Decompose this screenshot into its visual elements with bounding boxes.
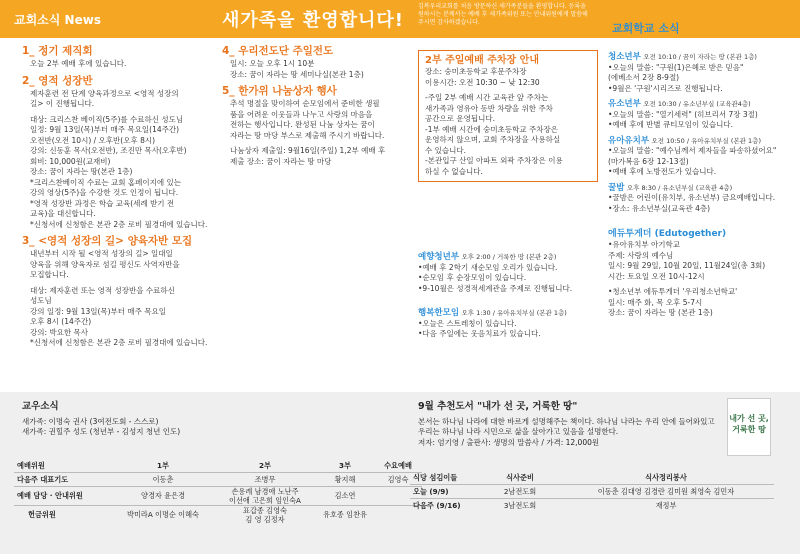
news-label: 교회소식 News — [14, 13, 101, 27]
preschool-title: 유아유치부 — [608, 135, 650, 146]
kids-body: •오늘의 말씀: "열기세력" (히브리서 7장 3절) •예배 후에 반별 큐티모임이 있습니다. — [608, 109, 758, 129]
parking-box — [418, 50, 598, 182]
table-row — [410, 471, 774, 485]
table-cell: 2남전도회 — [482, 485, 558, 499]
section-body: 내년부터 시작 될 <영적 성장의 길> 일대일 양육을 위해 양육자로 섬길 평신도 사역자반을 모집합니다. — [30, 249, 180, 279]
table-cell: 헌금위원 — [28, 510, 56, 519]
table-cell: 김소연 — [316, 487, 374, 506]
welcome-note: 김복우리교회를 처음 방문하신 새가족분들을 환영합니다. 등록을 원하시는 분께서는 예배 후 새가족위원 또는 안내위원에게 말씀해 주시면 감사하겠습니다. — [418, 3, 588, 26]
meal-service-table — [410, 471, 774, 512]
friday-body: •꿀밤은 어린이(유치부, 유소년부) 금요예배입니다. •장소: 유소년부실(교육관 4층) — [608, 193, 776, 213]
table-header: 식사준비 — [482, 471, 558, 485]
youth-meta: 오후 2:00 / 거룩한 땅 (본관 2층) — [461, 253, 557, 261]
table-cell: 황지해 — [316, 473, 374, 487]
usher-label: 안내위원 — [55, 491, 83, 500]
parking-notes: -주일 2부 예배 시간 교육관 앞 주차는 새가족과 영유아 동반 차량을 위한 주차 공간으로 운영됩니다. -1부 예배 시간에 숭미초등학교 주차장은 운영하지 않으며, 교회 주차장을 사용하실 수 있습니다. -본관입구 산일 아파트 외곽 주차장은 이용 하실 수 없습니다. — [425, 93, 563, 176]
table-cell: 조병무 — [214, 473, 316, 487]
table-row — [14, 487, 422, 506]
preschool-body: •오늘의 말씀: "예수님께서 제자들을 파송하셨어요" (마가복음 6장 12-13절) •예배 후에 노방전도가 있습니다. — [608, 146, 777, 176]
happy-title: 행복한모임 — [418, 308, 460, 318]
header-bar — [0, 0, 800, 38]
teen-title: 청소년부 — [608, 52, 641, 62]
section-body: 대상: 크리스찬 베이직(5주)를 수료하신 성도님 일정: 9월 13일(목)부터 매주 목요일(14주간) 오전반(오전 10시) / 오후반(오후 8시) 강의: 신동훈 목사(오전반), 조진만 목사(오후반) 회비: 10,000원(교재비) 장소: 꿈이 자라는 땅(본관 1층) *크리스찬베이직 수료는 교회 홈페이지에 있는 강의 영상(5주)을 수강한 것도 인정이 됩니다. *영적 성장반 과정은 학습 교육(세례 받기 전 교육)을 대신합니다. *신청서에 신청함은 본관 2층 로비 필경대에 있습니다. — [30, 114, 208, 229]
table-header: 식당 섬김이들 — [410, 471, 482, 485]
section-body: 추석 명절을 맞이하여 순모임에서 준비한 생필 품을 어려운 이웃들과 나누고 사랑의 마음을 전하는 행사입니다. 완성된 나눔 상자는 꿈이 자라는 땅 마당 부스로 제출해 주시기 바랍니다. — [230, 99, 385, 140]
welcome-title: 새가족을 환영합니다! — [222, 10, 404, 31]
table-cell: 손용례 남경애 노난주 이선애 고은희 임인숙A — [214, 487, 316, 506]
section-title: 5_ 한가위 나눔상자 행사 — [222, 85, 337, 97]
section-body: 제자훈련 전 단계 양육과정으로 <영적 성장의 길> 이 진행됩니다. — [30, 88, 179, 108]
table-header: 예배위원 — [14, 459, 112, 473]
section-body: 오늘 2부 예배 후에 있습니다. — [30, 59, 127, 68]
news-column-4 — [608, 42, 793, 319]
edutogether-body: •유아유치부 아기학교 주제: 사랑의 예수님 일시: 9월 29일, 10월 20일, 11월24일(총 3회) 시간: 토요일 오전 10시-12시 — [608, 240, 766, 281]
table-cell: 다음주 (9/16) — [413, 500, 461, 510]
book-cover-image — [727, 398, 771, 456]
table-cell: 3남전도회 — [503, 500, 537, 510]
table-cell: 유호종 임찬유 — [323, 510, 367, 519]
table-row — [14, 473, 422, 487]
friday-title: 꿀밤 — [608, 182, 625, 193]
worship-committee-table — [14, 459, 422, 524]
book-body: 본서는 하나님 나라에 대한 바르게 설명해주는 책이다. 하나님 나라는 우리 안에 들어와있고 우리는 하나님 나라 시민으로 삶을 살아가고 있음을 설명한다. 저자: 엄기영 / 출판사: 생명의 말씀사 / 가격: 12,000원 — [418, 416, 715, 447]
table-header: 수요예배 — [374, 459, 422, 473]
section-title: 4_ 우리전도단 주일전도 — [222, 45, 334, 57]
friday-meta: 오후 8:30 / 유소년부실 (교육관 4층) — [626, 183, 733, 192]
news-column-2 — [222, 45, 407, 167]
member-news — [22, 402, 392, 438]
happy-body: •오늘은 스트레칭이 있습니다. •다음 주일에는 웃음치료가 있습니다. — [418, 318, 541, 338]
book-cover-text: 내가 선 곳, 거룩한 땅 — [729, 414, 769, 434]
table-cell: 박미라A 이명순 이혜숙 — [127, 510, 199, 519]
section-body: 나눔상자 제출일: 9월16일(주일) 1,2부 예배 후 제출 장소: 꿈이 자라는 땅 마당 — [230, 146, 386, 166]
table-header: 1부 — [112, 459, 214, 473]
table-header: 2부 — [214, 459, 316, 473]
kids-meta: 오전 10:30 / 유소년부실 (교육관4층) — [643, 100, 751, 108]
section-body: 일시: 오늘 오후 1시 10분 장소: 꿈이 자라는 땅 세미나실(본관 1층) — [230, 59, 364, 79]
member-news-body: 새가족: 이명숙 권사 (3여전도회 - 스스로) 새가족: 권힐주 성도 (청년부 - 김성지 청년 인도) — [22, 416, 181, 436]
table-cell: 양경자 윤은경 — [112, 487, 214, 506]
table-header: 3부 — [316, 459, 374, 473]
table-header: 식사정리봉사 — [558, 471, 774, 485]
table-cell: 재정부 — [655, 500, 677, 510]
teen-meta: 오전 10:10 / 꿈이 자라는 땅 (본관 1층) — [643, 53, 757, 61]
youth-body: •예배 후 2학기 새순모임 오리가 있습니다. •순모임 후 순장모임이 있습니다. •9-10월은 성경적세계관을 주제로 진행됩니다. — [418, 262, 573, 293]
table-cell: 이동춘 — [112, 473, 214, 487]
table-cell: 오늘 (9/9) — [410, 485, 482, 499]
table-cell: 이동춘 김대영 김경란 김미원 최영숙 김민자 — [558, 485, 774, 499]
table-cell: 예배 담당 · 안내위원 — [14, 487, 112, 506]
table-row — [14, 459, 422, 473]
news-column-1 — [22, 45, 212, 349]
table-cell: 다음주 대표기도 — [14, 473, 112, 487]
section-title: 1_ 정기 제직회 — [22, 45, 93, 57]
book-title: 9월 추천도서 "내가 선 곳, 거룩한 땅" — [418, 401, 578, 412]
edutogether-title: 에듀투게더 (Edutogether) — [608, 229, 727, 239]
teen-body: •오늘의 말씀: "구원(1)은혜로 받은 믿음" (에베소서 2장 8-9절) •9월은 '구원'시리즈로 진행됩니다. — [608, 62, 744, 93]
table-row — [410, 485, 774, 499]
parking-title: 2부 주일예배 주차장 안내 — [425, 55, 540, 66]
section-body: 대상: 제자훈련 또는 영적 성장반을 수료하신 성도님 강의 일정: 9월 13일(목)부터 매주 목요일 오후 8시 (14주간) 강의: 박요한 목사 *신청서에 신청함은 본관 2층 로비 필경대에 있습니다. — [30, 285, 208, 347]
school-news-title: 교회학교 소식 — [612, 22, 680, 35]
parking-info: 장소: 숭미초등학교 후문주차장 이용시간: 오전 10:30 ~ 낮 12:30 — [425, 67, 540, 87]
edutogether-body: •청소년부 에듀투게더 '우리청소년학교' 일시: 매주 화, 목 오후 5-7시 장소: 꿈이 자라는 땅 (본관 1층) — [608, 287, 738, 317]
news-column-3 — [418, 50, 598, 340]
table-row — [14, 506, 422, 525]
youth-title: 예향청년부 — [418, 252, 460, 262]
section-title: 3_ <영적 성장의 길> 양육자반 모집 — [22, 235, 193, 247]
happy-meta: 오후 1:30 / 유아유치부실 (본관 1층) — [461, 309, 567, 317]
kids-title: 유소년부 — [608, 99, 641, 109]
book-recommendation — [418, 402, 718, 448]
member-news-title: 교우소식 — [22, 401, 59, 412]
table-cell: 표갑종 김영숙 김 영 김정자 — [243, 506, 287, 524]
table-cell: 김영숙 — [374, 473, 422, 487]
table-row — [410, 499, 774, 513]
section-title: 2_ 영적 성장반 — [22, 74, 93, 87]
duty-label: 예배 담당 — [17, 491, 48, 500]
preschool-meta: 오전 10:50 / 유아유치부실 (본관 1층) — [651, 136, 761, 145]
